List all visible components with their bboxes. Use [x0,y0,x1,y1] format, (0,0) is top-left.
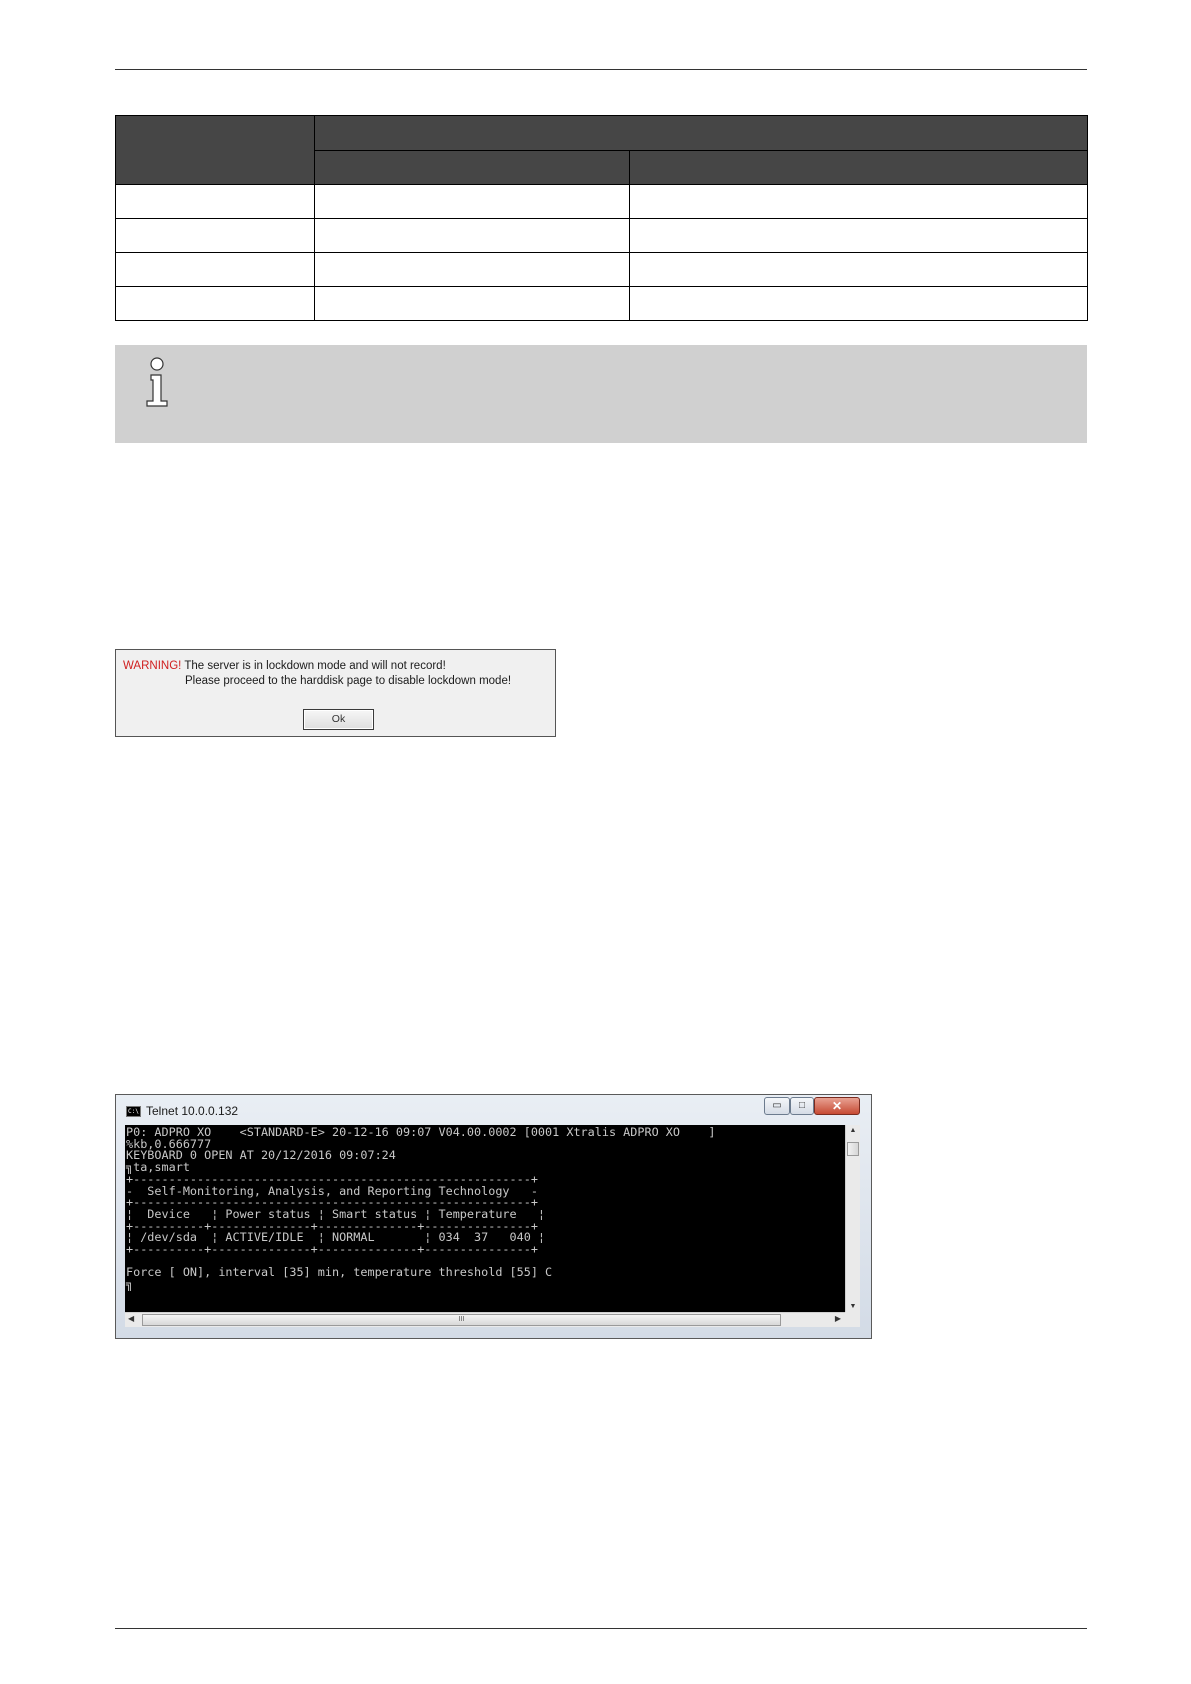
console-line: - Self-Monitoring, Analysis, and Reporting Technology - [126,1183,538,1198]
table-header-cell [315,150,630,185]
console-line: +----------+--------------+--------------+---------------+ [126,1218,538,1233]
header-rule [115,69,1087,70]
table-header-cell [116,116,315,185]
resize-grip[interactable] [845,1312,860,1327]
ok-button[interactable]: Ok [303,709,374,730]
telnet-titlebar[interactable] [116,1095,871,1125]
console-output[interactable] [125,1125,845,1312]
console-text [125,1125,845,1291]
table-cell [315,253,630,287]
warning-message-line2: Please proceed to the harddisk page to disable lockdown mode! [185,675,512,687]
console-line: %kb,0.666777 [126,1136,212,1151]
console-line: +----------+--------------+--------------+---------------+ [126,1242,538,1257]
close-button[interactable]: ✕ [814,1097,860,1115]
table-row [116,219,1088,253]
table-cell [315,287,630,321]
console-line: KEYBOARD 0 OPEN AT 20/12/2016 09:07:24 [126,1148,396,1163]
horizontal-scroll-thumb[interactable]: III [142,1314,781,1326]
warning-label: WARNING! [123,660,182,672]
console-line: ¦ Device ¦ Power status ¦ Smart status ¦ Temperature ¦ [126,1206,546,1221]
warning-message-line1 [123,660,446,672]
console-line: P0: ADPRO XO <STANDARD-E> 20-12-16 09:07 V04.00.0002 [0001 Xtralis ADPRO XO ] [126,1125,716,1139]
console-line: Force [ ON], interval [35] min, temperature threshold [55] C [126,1265,553,1280]
maximize-button[interactable]: □ [790,1097,814,1115]
table-header-cell [630,150,1088,185]
horizontal-scrollbar[interactable] [125,1312,845,1327]
footer-rule [115,1628,1087,1629]
console-line: +--------------------------------------------------------+ [126,1195,538,1210]
telnet-window [115,1094,872,1339]
table-cell [630,219,1088,253]
spec-table [115,115,1088,321]
table-header-row [116,116,1088,151]
warning-text: The server is in lockdown mode and will not record! [181,660,446,672]
table-cell [116,253,315,287]
table-row [116,253,1088,287]
warning-dialog [115,649,556,737]
info-icon [142,357,172,407]
scroll-left-icon[interactable]: ◀ [128,1314,135,1323]
table-cell [116,287,315,321]
console-line: +--------------------------------------------------------+ [126,1171,538,1186]
table-cell [630,185,1088,219]
table-cell [315,185,630,219]
table-cell [116,185,315,219]
vertical-scrollbar[interactable] [845,1125,860,1312]
table-cell [315,219,630,253]
scroll-up-icon[interactable]: ▲ [849,1127,857,1134]
console-line: ¦ /dev/sda ¦ ACTIVE/IDLE ¦ NORMAL ¦ 034 37 040 ¦ [126,1230,546,1245]
table-header-cell [315,116,1088,151]
table-cell [630,287,1088,321]
console-icon: C:\ [126,1106,141,1117]
scroll-down-icon[interactable]: ▼ [849,1303,857,1310]
console-line: ╗ [126,1277,134,1292]
table-cell [116,219,315,253]
table-cell [630,253,1088,287]
info-note [115,345,1087,443]
window-title: Telnet 10.0.0.132 [146,1104,239,1118]
scroll-right-icon[interactable]: ▶ [834,1314,841,1323]
console-line: ╗ta,smart [126,1160,190,1175]
minimize-button[interactable]: ▭ [764,1097,790,1115]
table-row [116,287,1088,321]
table-row [116,185,1088,219]
vertical-scroll-thumb[interactable] [847,1142,859,1156]
